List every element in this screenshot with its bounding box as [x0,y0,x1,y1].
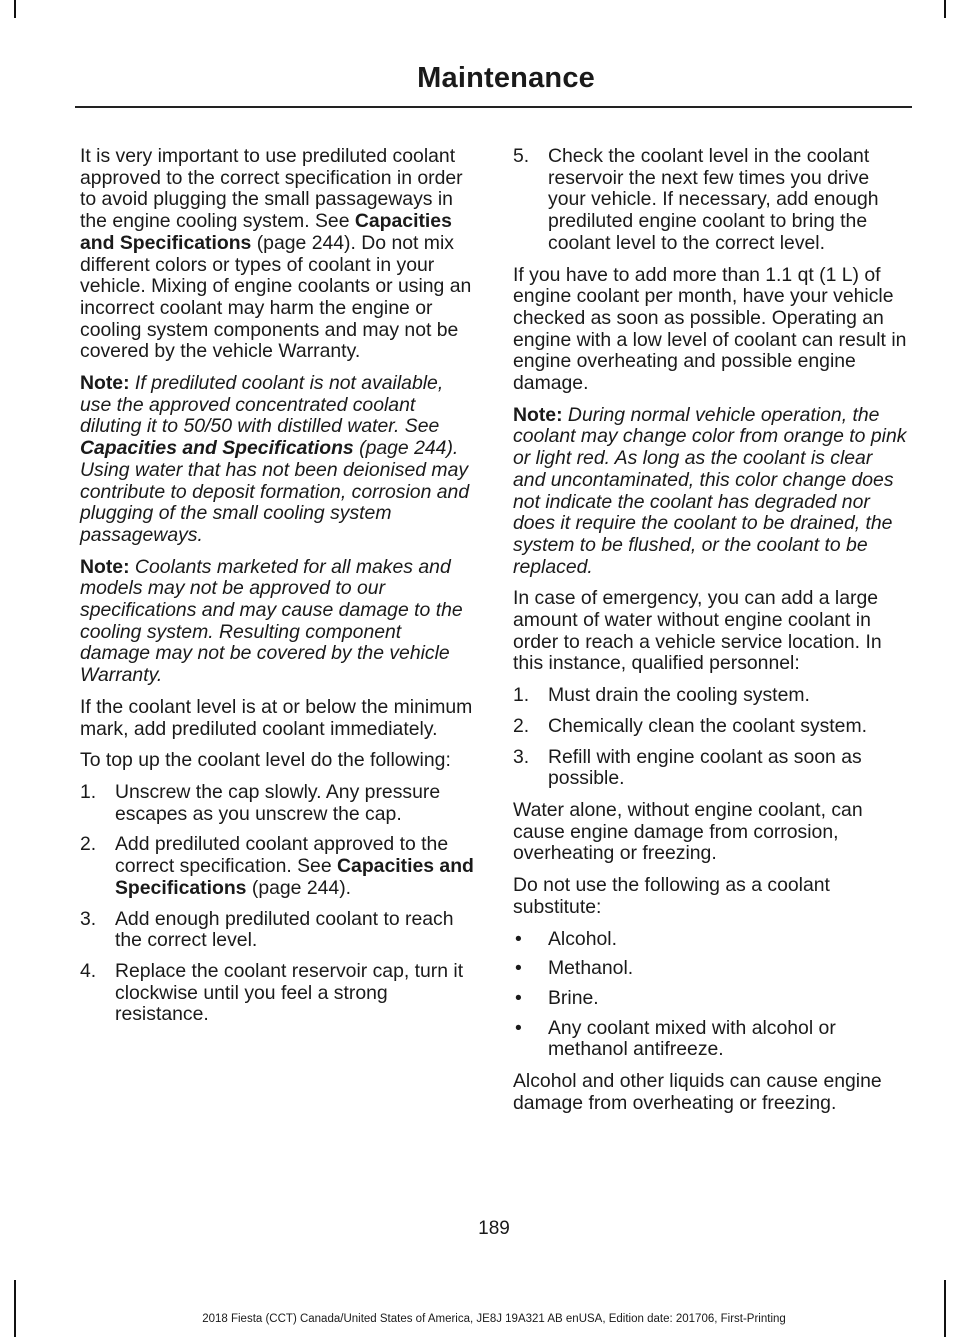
list-item: • Methanol. [515,957,634,980]
list-item: 3. Refill with engine coolant as soon as possible. [513,745,862,790]
list-item: 5. Check the coolant level in the coolant reservoir the next few times you drive your vehicle. If necessary, add enough prediluted engine coolant to bring the coolant level to the correct level. [513,145,879,254]
bullet-icon: • [515,986,522,1009]
crop-mark-bottom-right [944,1280,946,1337]
note-label: Note: [513,403,563,426]
list-item: 2. Add prediluted coolant approved to the correct specification. See Capacities and Specifications (page 244). [80,833,474,899]
list-item: • Any coolant mixed with alcohol or methanol antifreeze. [515,1016,836,1061]
page-title: Maintenance [417,62,595,94]
note-color-change: Note: During normal vehicle operation, the coolant may change color from orange to pink or light red. As long as the coolant is clear and uncontaminated, this color change does not indicate the coolant has degraded nor does it require the coolant to be drained, the system to be flushed, or the coolant to be replaced. [513,403,907,578]
right-column [513,146,908,1124]
note-label: Note: [80,555,130,578]
substitute-list [513,929,908,1062]
capacities-link[interactable]: Capacities and Specifications [80,210,452,254]
top-up-steps-continued [513,146,908,255]
edition-footer: 2018 Fiesta (CCT) Canada/United States of America, JE8J 19A321 AB enUSA, Edition date: 201706, First-Printing [202,1313,786,1325]
emergency-paragraph: In case of emergency, you can add a large amount of water without engine coolant in order to reach a vehicle service location. In this instance, qualified personnel: [513,587,882,675]
coolant-consumption-paragraph: If you have to add more than 1.1 qt (1 L) of engine coolant per month, have your vehicle checked as soon as possible. Operating an engine with a low level of coolant can result in engine overheating and possible engine damage. [513,263,907,395]
bullet-icon: • [515,957,522,980]
list-item: 1. Must drain the cooling system. [513,684,810,707]
note-prediluted: Note: If prediluted coolant is not available, use the approved concentrated coolant diluting it to 50/50 with distilled water. See Capacities and Specifications (page 244). Using water that has not been deionised may contribute to deposit formation, corrosion and plugging of the small cooling system passageways. [80,372,470,546]
page-number: 189 [478,1218,510,1239]
list-item: • Brine. [515,986,599,1009]
list-item: • Alcohol. [515,927,617,950]
alcohol-warning-paragraph: Alcohol and other liquids can cause engine damage from overheating or freezing. [513,1070,882,1114]
header-rule [75,106,912,108]
list-item: 1. Unscrew the cap slowly. Any pressure escapes as you unscrew the cap. [80,780,441,825]
substitute-intro-paragraph: Do not use the following as a coolant substitute: [513,874,830,918]
bullet-icon: • [515,927,522,950]
personnel-steps [513,685,908,790]
top-up-steps [80,782,476,1026]
bullet-icon: • [515,1016,522,1039]
left-column [80,146,476,1036]
crop-mark-bottom-left [14,1280,16,1337]
capacities-link[interactable]: Capacities and Specifications [80,437,354,460]
coolant-intro-paragraph: It is very important to use prediluted coolant approved to the correct specification in order to avoid plugging the small passageways in the engine cooling system. See Capacities and Specifications (page 244). Do not mix different colors or types of coolant in your vehicle. Mixing of engine coolants or using an incorrect coolant may harm the engine or cooling system components and may not be covered by the vehicle Warranty. [80,145,472,363]
capacities-link[interactable]: Capacities and Specifications [115,855,474,899]
top-up-intro-paragraph: To top up the coolant level do the following: [80,749,451,772]
list-item: 2. Chemically clean the coolant system. [513,714,868,737]
minimum-mark-paragraph: If the coolant level is at or below the minimum mark, add prediluted coolant immediately. [80,695,473,740]
note-coolants-marketed: Note: Coolants marketed for all makes and models may not be approved to our specifications and may cause damage to the cooling system. Resulting component damage may not be covered by the vehicle Warranty. [80,555,463,687]
list-item: 3. Add enough prediluted coolant to reach the correct level. [80,907,454,952]
note-label: Note: [80,372,130,395]
crop-mark-top-left [14,0,16,18]
crop-mark-top-right [944,0,946,18]
list-item: 4. Replace the coolant reservoir cap, turn it clockwise until you feel a strong resistance. [80,959,464,1026]
water-alone-paragraph: Water alone, without engine coolant, can cause engine damage from corrosion, overheating or freezing. [513,798,863,865]
